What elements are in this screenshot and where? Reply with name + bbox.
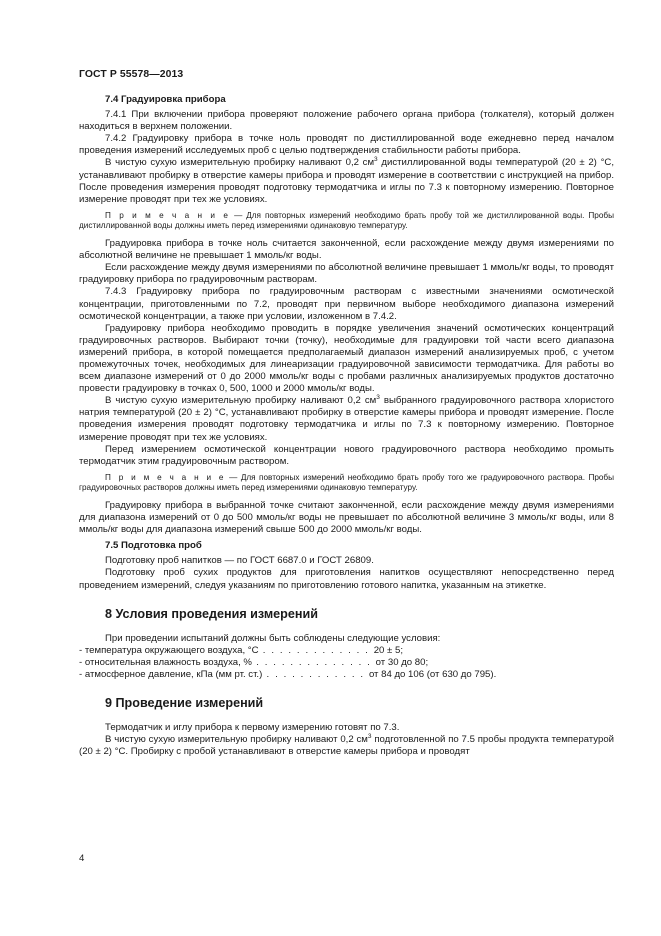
- paragraph-7-4-1: 7.4.1 При включении прибора проверяют положение рабочего органа прибора (толкателя), который должен находиться в верхнем положении.: [79, 109, 614, 133]
- paragraph-7-4-2: 7.4.2 Градуировку прибора в точке ноль проводят по дистиллированной воде ежедневно перед началом проведения измерений исследуемых проб с целью подтверждения стабильности работы прибора.: [79, 133, 614, 157]
- note-calibration-solution: П р и м е ч а н и е — Для повторных измерений необходимо брать пробу того же градуировочного раствора. Пробы градуировочных растворов должны иметь перед измерениями одинаковую температуру.: [79, 472, 615, 493]
- condition-humidity: - относительная влажность воздуха, % . . . . . . . . . . . . . . от 30 до 80;: [79, 656, 429, 668]
- paragraph-sensor-prep: Термодатчик и иглу прибора к первому измерению готовят по 7.3.: [105, 722, 400, 734]
- paragraph-solution-measurement: В чистую сухую измерительную пробирку наливают 0,2 $см^3$ выбранного градуировочного раствора хлористого натрия температурой (20 ± 2) °С, устанавливают пробирку в отверстие камеры прибора и проводят измерение. После проведения измерения проводят подготовку термодатчика и иглы по 7.3 к повторному измерению. Повторное измерение проводят при тех же условиях.: [79, 394, 614, 443]
- condition-temperature: - температура окружающего воздуха, °С . . . . . . . . . . . . . 20 ± 5;: [79, 644, 403, 656]
- paragraph-sample-measurement: В чистую сухую измерительную пробирку наливают 0,2 $см^3$ подготовленной по 7.5 пробы продукта температурой (20 ± 2) °С. Пробирку с пробой устанавливают в отверстие камеры прибора и проводят: [79, 732, 615, 758]
- section-7-4-heading: 7.4 Градуировка прибора: [105, 94, 226, 105]
- paragraph-beverage-samples: Подготовку проб напитков — по ГОСТ 6687.0 и ГОСТ 26809.: [105, 555, 374, 567]
- paragraph-water-measurement: В чистую сухую измерительную пробирку наливают 0,2 $см^3$ дистиллированной воды температурой (20 ± 2) °С, устанавливают пробирку в отверстие камеры прибора и проводят измерение в соответствии с инструкцией на прибор. После проведения измерения проводят подготовку термодатчика и иглы по 7.3 к повторному измерению. Повторное измерение проводят при тех же условиях.: [79, 156, 615, 205]
- paragraph-rinse-sensor: Перед измерением осмотической концентрации нового градуировочного раствора необходимо промыть термодатчик этим градуировочным раствором.: [79, 443, 614, 467]
- paragraph-conditions-intro: При проведении испытаний должны быть соблюдены следующие условия:: [105, 632, 441, 644]
- standard-header: ГОСТ Р 55578—2013: [79, 69, 184, 80]
- page-content: [79, 94, 614, 758]
- section-8-heading: 8 Условия проведения измерений: [105, 606, 318, 621]
- paragraph-zero-point-exceeds: Если расхождение между двумя измерениями по абсолютной величине превышает 1 ммоль/кг воды, то проводят градуировку прибора по градуировочным растворам.: [79, 262, 614, 286]
- paragraph-7-4-3: 7.4.3 Градуировку прибора по градуировочным растворам с известными значениями осмотической концентрации, приготовленными по 7.2, проводят при первичном выборе необходимого диапазона измерений осмотической концентрации, а также при условии, изложенном в 7.4.2.: [79, 286, 614, 322]
- paragraph-calibration-order: Градуировку прибора необходимо проводить в порядке увеличения значений осмотических концентраций градуировочных растворов. Выбирают точки (точку), необходимые для градуировки той части всего диапазона измерений прибора, в которой помещается предполагаемый диапазон измерений анализируемых проб, с учетом промежуточных точек, необходимых для линеаризации градуировочной зависимости термодатчика. Для работы во всем диапазоне измерений от 0 до 2000 ммоль/кг воды с пробами различных анализируемых продуктов достаточно провести градуировку в точках 0, 500, 1000 и 2000 ммоль/кг воды.: [79, 322, 614, 395]
- paragraph-zero-point-complete: Градуировка прибора в точке ноль считается законченной, если расхождение между двумя измерениями по абсолютной величине не превышает 1 ммоль/кг воды.: [79, 238, 614, 262]
- paragraph-calibration-complete: Градуировку прибора в выбранной точке считают законченной, если расхождение между двумя измерениями для диапазона измерений от 0 до 500 ммоль/кг воды не превышает по абсолютной величине 3 ммоль/кг воды, или 8 ммоль/кг воды для диапазона измерений свыше 500 до 2000 ммоль/кг воды.: [79, 500, 614, 536]
- section-9-heading: 9 Проведение измерений: [105, 696, 264, 711]
- page-number: 4: [79, 853, 85, 864]
- paragraph-dry-products: Подготовку проб сухих продуктов для приготовления напитков осуществляют непосредственно перед проведением измерений, следуя указаниям по приготовлению готового напитка, указанным на этикетке.: [79, 567, 614, 591]
- section-7-5-heading: 7.5 Подготовка проб: [105, 540, 202, 552]
- note-distilled-water: П р и м е ч а н и е — Для повторных измерений необходимо брать пробу той же дистиллированной воды. Пробы дистиллированной воды должны иметь перед измерениями одинаковую температуру.: [79, 210, 614, 231]
- condition-pressure: - атмосферное давление, кПа (мм рт. ст.) . . . . . . . . . . . . от 84 до 106 (от 630 до 795).: [79, 668, 497, 680]
